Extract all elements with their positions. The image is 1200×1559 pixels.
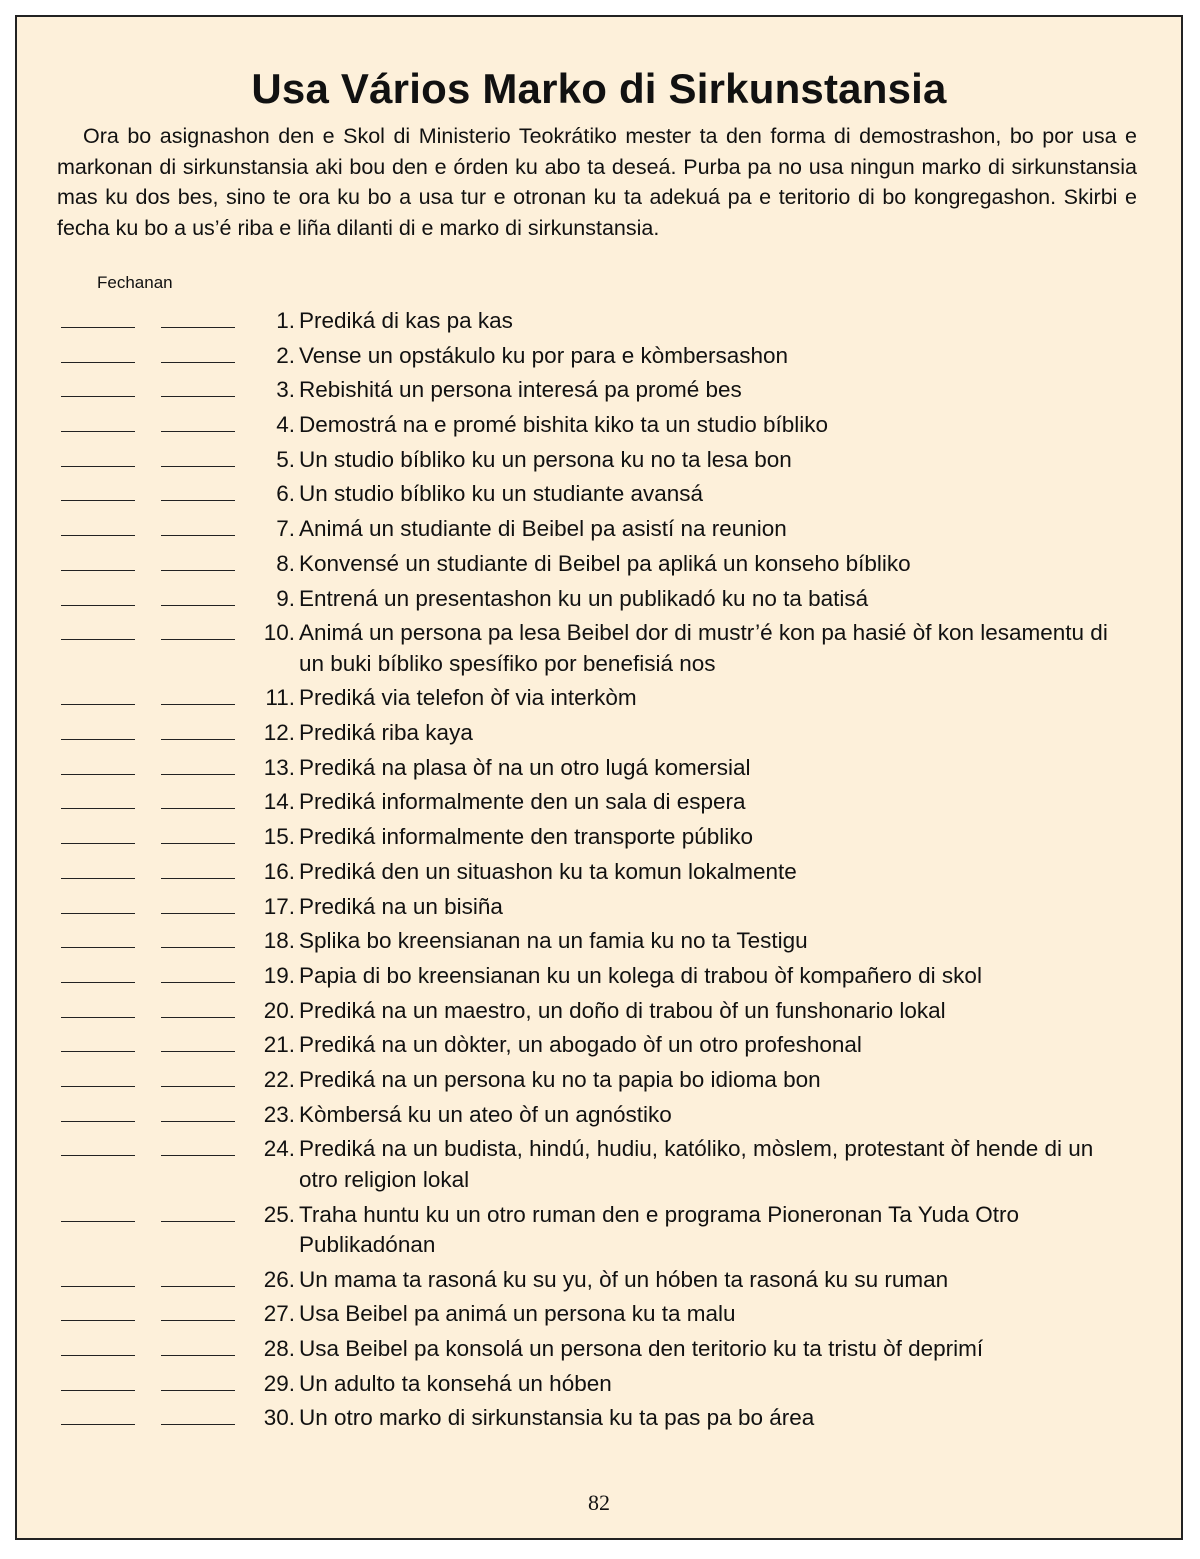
date-blank-2[interactable] [161, 1017, 235, 1018]
list-item [61, 890, 1161, 925]
date-blank-2[interactable] [161, 704, 235, 705]
date-blank-2[interactable] [161, 605, 235, 606]
date-blank-2[interactable] [161, 466, 235, 467]
item-number: 15. [263, 824, 295, 850]
item-number: 23. [263, 1101, 295, 1127]
date-blank-2[interactable] [161, 1320, 235, 1321]
list-item [61, 1198, 1161, 1263]
item-number: 3. [276, 377, 295, 403]
date-blank-1[interactable] [61, 1155, 135, 1156]
item-number: 10. [263, 620, 295, 646]
date-blank-2[interactable] [161, 1121, 235, 1122]
item-number: 27. [263, 1301, 295, 1327]
item-number: 17. [263, 893, 295, 919]
list-item [61, 443, 1161, 478]
list-item [61, 1263, 1161, 1298]
item-number: 20. [263, 997, 295, 1023]
item-number: 7. [276, 516, 295, 542]
list-item [61, 1401, 1161, 1436]
list-item [61, 716, 1161, 751]
item-text: Usa Beibel pa konsolá un persona den teritorio ku ta tristu òf deprimí [299, 1336, 984, 1362]
date-blank-2[interactable] [161, 947, 235, 948]
date-blank-1[interactable] [61, 466, 135, 467]
date-blank-2[interactable] [161, 843, 235, 844]
date-blank-2[interactable] [161, 982, 235, 983]
date-blank-1[interactable] [61, 570, 135, 571]
item-text: Prediká den un situashon ku ta komun lokalmente [299, 858, 797, 884]
list-item [61, 1297, 1161, 1332]
item-text: Kòmbersá ku un ateo òf un agnóstiko [299, 1101, 672, 1127]
date-blank-2[interactable] [161, 431, 235, 432]
item-text: Un adulto ta konsehá un hóben [299, 1370, 612, 1396]
item-number: 8. [276, 550, 295, 576]
list-item [61, 820, 1161, 855]
date-blank-1[interactable] [61, 704, 135, 705]
item-number: 2. [276, 342, 295, 368]
item-text: Un studio bíbliko ku un studiante avansá [299, 481, 704, 507]
item-text: Splika bo kreensianan na un famia ku no ta Testigu [299, 928, 808, 954]
item-text: Prediká di kas pa kas [299, 308, 513, 333]
list-item [61, 1098, 1161, 1133]
item-text: Rebishitá un persona interesá pa promé bes [299, 377, 742, 403]
date-blank-2[interactable] [161, 1086, 235, 1087]
item-number: 22. [263, 1066, 295, 1092]
item-text: Un mama ta rasoná ku su yu, òf un hóben ta rasoná ku su ruman [299, 1266, 949, 1292]
item-text: Konvensé un studiante di Beibel pa apliká un konseho bíbliko [299, 550, 911, 576]
item-number: 19. [263, 962, 295, 988]
date-blank-1[interactable] [61, 1355, 135, 1356]
date-blank-2[interactable] [161, 639, 235, 640]
item-text: Prediká informalmente den transporte públiko [299, 824, 753, 850]
list-item [61, 477, 1161, 512]
item-text: Entrená un presentashon ku un publikadó ku no ta batisá [299, 585, 869, 611]
date-blank-1[interactable] [61, 1424, 135, 1425]
date-blank-1[interactable] [61, 808, 135, 809]
item-text: Usa Beibel pa animá un persona ku ta malu [299, 1301, 736, 1327]
date-blank-1[interactable] [61, 947, 135, 948]
item-text: Vense un opstákulo ku por para e kòmbersashon [299, 342, 789, 368]
item-number: 16. [263, 858, 295, 884]
item-number: 26. [263, 1266, 295, 1292]
item-text: Papia di bo kreensianan ku un kolega di trabou òf kompañero di skol [299, 962, 982, 988]
date-blank-1[interactable] [61, 982, 135, 983]
item-text: Prediká na un maestro, un doño di trabou òf un funshonario lokal [299, 997, 946, 1023]
item-number: 29. [263, 1370, 295, 1396]
date-blank-2[interactable] [161, 913, 235, 914]
date-blank-1[interactable] [61, 362, 135, 363]
date-blank-1[interactable] [61, 1086, 135, 1087]
list-item [61, 373, 1161, 408]
item-text: Traha huntu ku un otro ruman den e programa Pioneronan Ta Yuda Otro Publikadónan [299, 1201, 1020, 1257]
date-blank-1[interactable] [61, 843, 135, 844]
date-blank-1[interactable] [61, 1051, 135, 1052]
list-item [61, 994, 1161, 1029]
list-item [61, 547, 1161, 582]
page-title: Usa Vários Marko di Sirkunstansia [251, 65, 947, 112]
date-blank-1[interactable] [61, 327, 135, 328]
intro-paragraph: Ora bo asignashon den e Skol di Ministerio Teokrátiko mester ta den forma di demostrashon, bo por usa e markonan di sirkunstansia aki bou den e órden ku abo ta deseá. Purba pa no usa ningun marko di sirkunstansia mas ku dos bes, sino te ora ku bo a usa tur e otronan ku ta adekuá pa e teritorio di bo kongregashon. Skirbi e fecha ku bo a us’é riba e liña dilanti di e marko di sirkunstansia. [57, 124, 1137, 240]
list-item [61, 681, 1161, 716]
list-item [61, 1367, 1161, 1402]
item-text: Prediká na un budista, hindú, hudiu, katóliko, mòslem, protestant òf hende di un otro religion lokal [299, 1136, 1094, 1192]
date-blank-2[interactable] [161, 500, 235, 501]
date-blank-2[interactable] [161, 396, 235, 397]
date-blank-2[interactable] [161, 1286, 235, 1287]
item-number: 24. [263, 1136, 295, 1162]
date-blank-2[interactable] [161, 570, 235, 571]
item-text: Un otro marko di sirkunstansia ku ta pas pa bo área [299, 1405, 815, 1431]
date-blank-1[interactable] [61, 1221, 135, 1222]
date-blank-2[interactable] [161, 1155, 235, 1156]
date-blank-1[interactable] [61, 639, 135, 640]
item-number: 4. [276, 412, 295, 438]
item-number: 21. [263, 1032, 295, 1058]
list-item [61, 1028, 1161, 1063]
item-number: 13. [263, 754, 295, 780]
item-text: Animá un persona pa lesa Beibel dor di mustr’é kon pa hasié òf kon lesamentu di un buki bíbliko spesífiko por benefisiá nos [299, 620, 1108, 676]
item-number: 14. [263, 789, 295, 815]
page-number: 82 [588, 1490, 610, 1515]
date-blank-2[interactable] [161, 362, 235, 363]
item-text: Prediká na un dòkter, un abogado òf un otro profeshonal [299, 1032, 862, 1058]
date-blank-1[interactable] [61, 1390, 135, 1391]
item-number: 25. [263, 1201, 295, 1227]
date-blank-1[interactable] [61, 913, 135, 914]
list-item [61, 1063, 1161, 1098]
date-blank-1[interactable] [61, 739, 135, 740]
date-blank-2[interactable] [161, 1221, 235, 1222]
item-text: Prediká via telefon òf via interkòm [299, 685, 637, 711]
list-item [61, 924, 1161, 959]
dates-column-label: Fechanan [97, 273, 173, 292]
date-blank-2[interactable] [161, 1424, 235, 1425]
item-number: 30. [263, 1405, 295, 1431]
date-blank-1[interactable] [61, 535, 135, 536]
item-number: 11. [265, 685, 295, 711]
list-item [61, 582, 1161, 617]
date-blank-1[interactable] [61, 605, 135, 606]
list-item [61, 1132, 1161, 1197]
item-text: Prediká na plasa òf na un otro lugá komersial [299, 754, 751, 780]
item-number: 6. [276, 481, 295, 507]
item-number: 18. [263, 928, 295, 954]
list-item [61, 616, 1161, 681]
date-blank-1[interactable] [61, 431, 135, 432]
date-blank-1[interactable] [61, 396, 135, 397]
date-blank-2[interactable] [161, 1355, 235, 1356]
item-number: 5. [276, 446, 295, 472]
item-number: 28. [263, 1336, 295, 1362]
list-item [61, 785, 1161, 820]
date-blank-2[interactable] [161, 774, 235, 775]
list-item [61, 512, 1161, 547]
date-blank-1[interactable] [61, 1320, 135, 1321]
date-blank-1[interactable] [61, 1286, 135, 1287]
date-blank-1[interactable] [61, 878, 135, 879]
date-blank-2[interactable] [161, 739, 235, 740]
date-blank-1[interactable] [61, 1121, 135, 1122]
date-blank-2[interactable] [161, 1051, 235, 1052]
item-text: Un studio bíbliko ku un persona ku no ta lesa bon [299, 446, 792, 472]
list-item [61, 408, 1161, 443]
date-blank-1[interactable] [61, 774, 135, 775]
date-blank-2[interactable] [161, 327, 235, 328]
item-text: Animá un studiante di Beibel pa asistí na reunion [299, 516, 787, 542]
item-text: Prediká informalmente den un sala di espera [299, 789, 746, 815]
item-text: Demostrá na e promé bishita kiko ta un studio bíbliko [299, 412, 829, 438]
date-blank-2[interactable] [161, 808, 235, 809]
date-blank-1[interactable] [61, 1017, 135, 1018]
date-blank-2[interactable] [161, 878, 235, 879]
item-number: 12. [263, 720, 295, 746]
item-number: 9. [276, 585, 295, 611]
list-item [61, 339, 1161, 374]
list-item [61, 751, 1161, 786]
list-item [61, 959, 1161, 994]
page-frame [15, 15, 1183, 1540]
date-blank-1[interactable] [61, 500, 135, 501]
list-item [61, 1332, 1161, 1367]
list-item [61, 304, 1161, 339]
date-blank-2[interactable] [161, 535, 235, 536]
list-item [61, 855, 1161, 890]
settings-list [61, 304, 1161, 1436]
item-text: Prediká na un persona ku no ta papia bo idioma bon [299, 1066, 821, 1092]
item-text: Prediká riba kaya [299, 720, 473, 746]
item-number: 1. [276, 308, 295, 333]
item-text: Prediká na un bisiña [299, 893, 503, 919]
date-blank-2[interactable] [161, 1390, 235, 1391]
